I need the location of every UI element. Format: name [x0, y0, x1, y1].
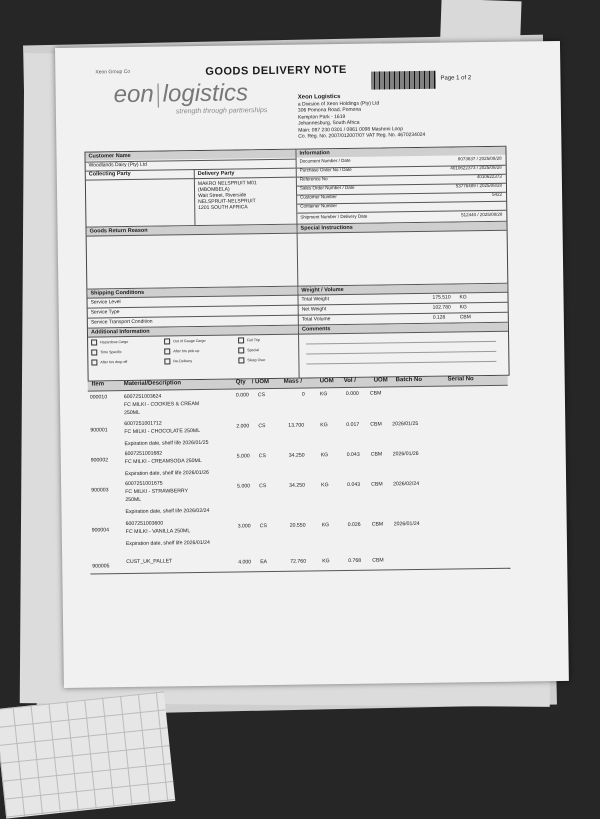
checkbox-icon — [91, 359, 97, 365]
comments-label: Comments — [301, 326, 331, 333]
delivery-party-label: Delivery Party — [197, 170, 235, 178]
checkbox-icon — [91, 349, 97, 355]
check-full-trip: Full Trip — [238, 337, 260, 343]
customer-name: Woodlands Dairy (Pty) Ltd — [88, 161, 147, 169]
net-weight-value: 102.780 — [432, 304, 451, 311]
collecting-party-label: Collecting Party — [88, 170, 131, 178]
checkbox-icon — [91, 339, 97, 345]
checkbox-icon — [238, 337, 244, 343]
info-row: Document Number / Date 8073637 / 2025/08/28 — [299, 155, 502, 164]
check-hazardous-cargo: Hazardous Cargo — [91, 339, 128, 346]
check-time-specific: Time Specific — [91, 349, 122, 355]
page-title: GOODS DELIVERY NOTE — [205, 63, 347, 78]
additional-information-label: Additional Information — [90, 328, 150, 336]
check-sleep-over: Sleep Over — [238, 357, 265, 363]
company-name: Xeon Logistics — [297, 94, 341, 101]
company-logo — [113, 79, 248, 109]
total-weight-label: Total Weight — [301, 296, 329, 303]
company-line: Co. Reg. No. 2007/012007/07 VAT Reg. No. 4670234024 — [298, 131, 426, 140]
total-weight-unit: KG — [459, 294, 467, 301]
info-row: Reference No 4010622373 — [299, 173, 502, 182]
info-row: Container Number — [300, 203, 338, 209]
items-table — [88, 376, 511, 582]
customer-name-label: Customer Name — [88, 152, 131, 160]
col-vol-uom: UOM — [373, 377, 388, 384]
check-special: Special — [238, 347, 259, 353]
checkbox-icon — [238, 347, 244, 353]
col-vol: Vol / — [343, 377, 356, 385]
table-row: 900004 6007251003600 FC MILKI - VANILLA 250ML Expiration date, shelf life 2026/01/24 3.000 CS 20.550 KG 0.026 CBM 2026/01/24 — [91, 520, 420, 548]
checkbox-icon — [164, 358, 170, 364]
table-row: 900001 6007251001712 FC MILKI - CHOCOLATE 250ML Expiration date, shelf life 2026/01/25 2.000 CS 13.700 KG 0.017 CBM 2026/01/25 — [90, 420, 419, 448]
info-row: Purchase Order No / Date 4010622373 / 2025/08/28 — [299, 164, 502, 173]
company-line: 306 Pomona Road, Pomona — [297, 106, 362, 114]
col-item: Item — [91, 381, 105, 388]
table-row: 900003 6007251001675 FC MILKI - STRAWBERRY 250ML Expiration date, shelf life 2026/02/24 5.000 CS 34.250 KG 0.043 CBM 2026/02/24 — [91, 480, 420, 516]
table-row: 900005 CUST_UK_PALLET 4.000 EA 72.760 KG 0.768 CBM — [92, 557, 384, 570]
service-type: Service Type — [90, 309, 120, 316]
net-weight-unit: KG — [459, 304, 467, 311]
company-address — [298, 92, 469, 140]
total-weight-value: 175.510 — [432, 294, 451, 301]
col-batch: Batch No — [395, 376, 423, 384]
delivery-address: MAKRO NELSPRUIT M01 (MBOMBELA) Wait Street, Riverside NELSPRUIT-NELSPRUIT 1201 SOUTH AFRICA — [197, 180, 257, 212]
logo-right: logistics — [162, 79, 249, 108]
company-line: Main: 087 230 0301 / 0861 0098 Mashoni Loop — [298, 125, 404, 134]
service-level: Service Level — [90, 299, 121, 306]
col-uom: / UOM — [251, 379, 270, 386]
col-serial: Serial No — [447, 376, 474, 383]
info-row: Shipment Number / Delivery Date 512440 / 2025/08/28 — [300, 211, 503, 220]
total-volume-unit: CBM — [459, 314, 471, 321]
return-reason-label: Goods Return Reason — [89, 227, 148, 235]
net-weight-label: Net Weight — [301, 306, 327, 313]
company-line: a Division of Xeon Holdings (Pty) Ltd — [297, 99, 380, 108]
check-after-hrs-pickup: After hrs pick-up — [164, 348, 199, 354]
logo-left: eon — [113, 80, 154, 109]
delivery-note — [55, 41, 569, 688]
info-row: Sales Order Number / Date 53776489 / 2025/08/28 — [299, 182, 502, 191]
small-logo: Xeon Group Co — [95, 68, 131, 76]
col-mass: Mass / — [283, 378, 303, 385]
total-volume-label: Total Volume — [301, 316, 331, 323]
col-material: Material/Description — [123, 380, 182, 388]
company-line: Kempton Park - 1619 — [297, 113, 346, 121]
information-label: Information — [299, 150, 330, 157]
service-transport-condition: Service Transport Condition — [90, 318, 153, 326]
table-row: 000010 6007251003624 FC MILKI - COOKIES & CREAM 250ML 0.000 CS 0 KG 0.000 CBM — [89, 390, 382, 417]
page-number: Page 1 of 2 — [440, 75, 472, 82]
special-instructions-label: Special Instructions — [300, 224, 353, 232]
total-volume-value: 0.128 — [432, 314, 446, 321]
check-out-of-gauge: Out of Gauge Cargo — [164, 338, 205, 345]
table-row: 900002 6007251001682 FC MILKI - CREAMSODA 250ML Expiration date, shelf life 2026/01/26 5.000 CS 34.250 KG 0.043 CBM 2026/01/26 — [90, 450, 419, 478]
checkbox-icon — [238, 357, 244, 363]
barcode-icon — [371, 71, 435, 90]
checkbox-icon — [164, 348, 170, 354]
tagline: strength through partnerships — [175, 107, 268, 116]
col-qty: Qty — [235, 379, 246, 386]
check-re-delivery: Re-Delivery — [164, 358, 192, 364]
info-row: Customer Number 5422 — [300, 191, 503, 200]
weight-volume-label: Weight / Volume — [301, 286, 344, 294]
check-after-hrs-dropoff: After hrs drop-off — [91, 359, 127, 366]
shipping-conditions-label: Shipping Conditions — [90, 289, 145, 297]
checkbox-icon — [164, 338, 170, 344]
col-mass-uom: UOM — [319, 378, 334, 385]
company-line: Johannesburg, South Africa — [298, 119, 360, 127]
